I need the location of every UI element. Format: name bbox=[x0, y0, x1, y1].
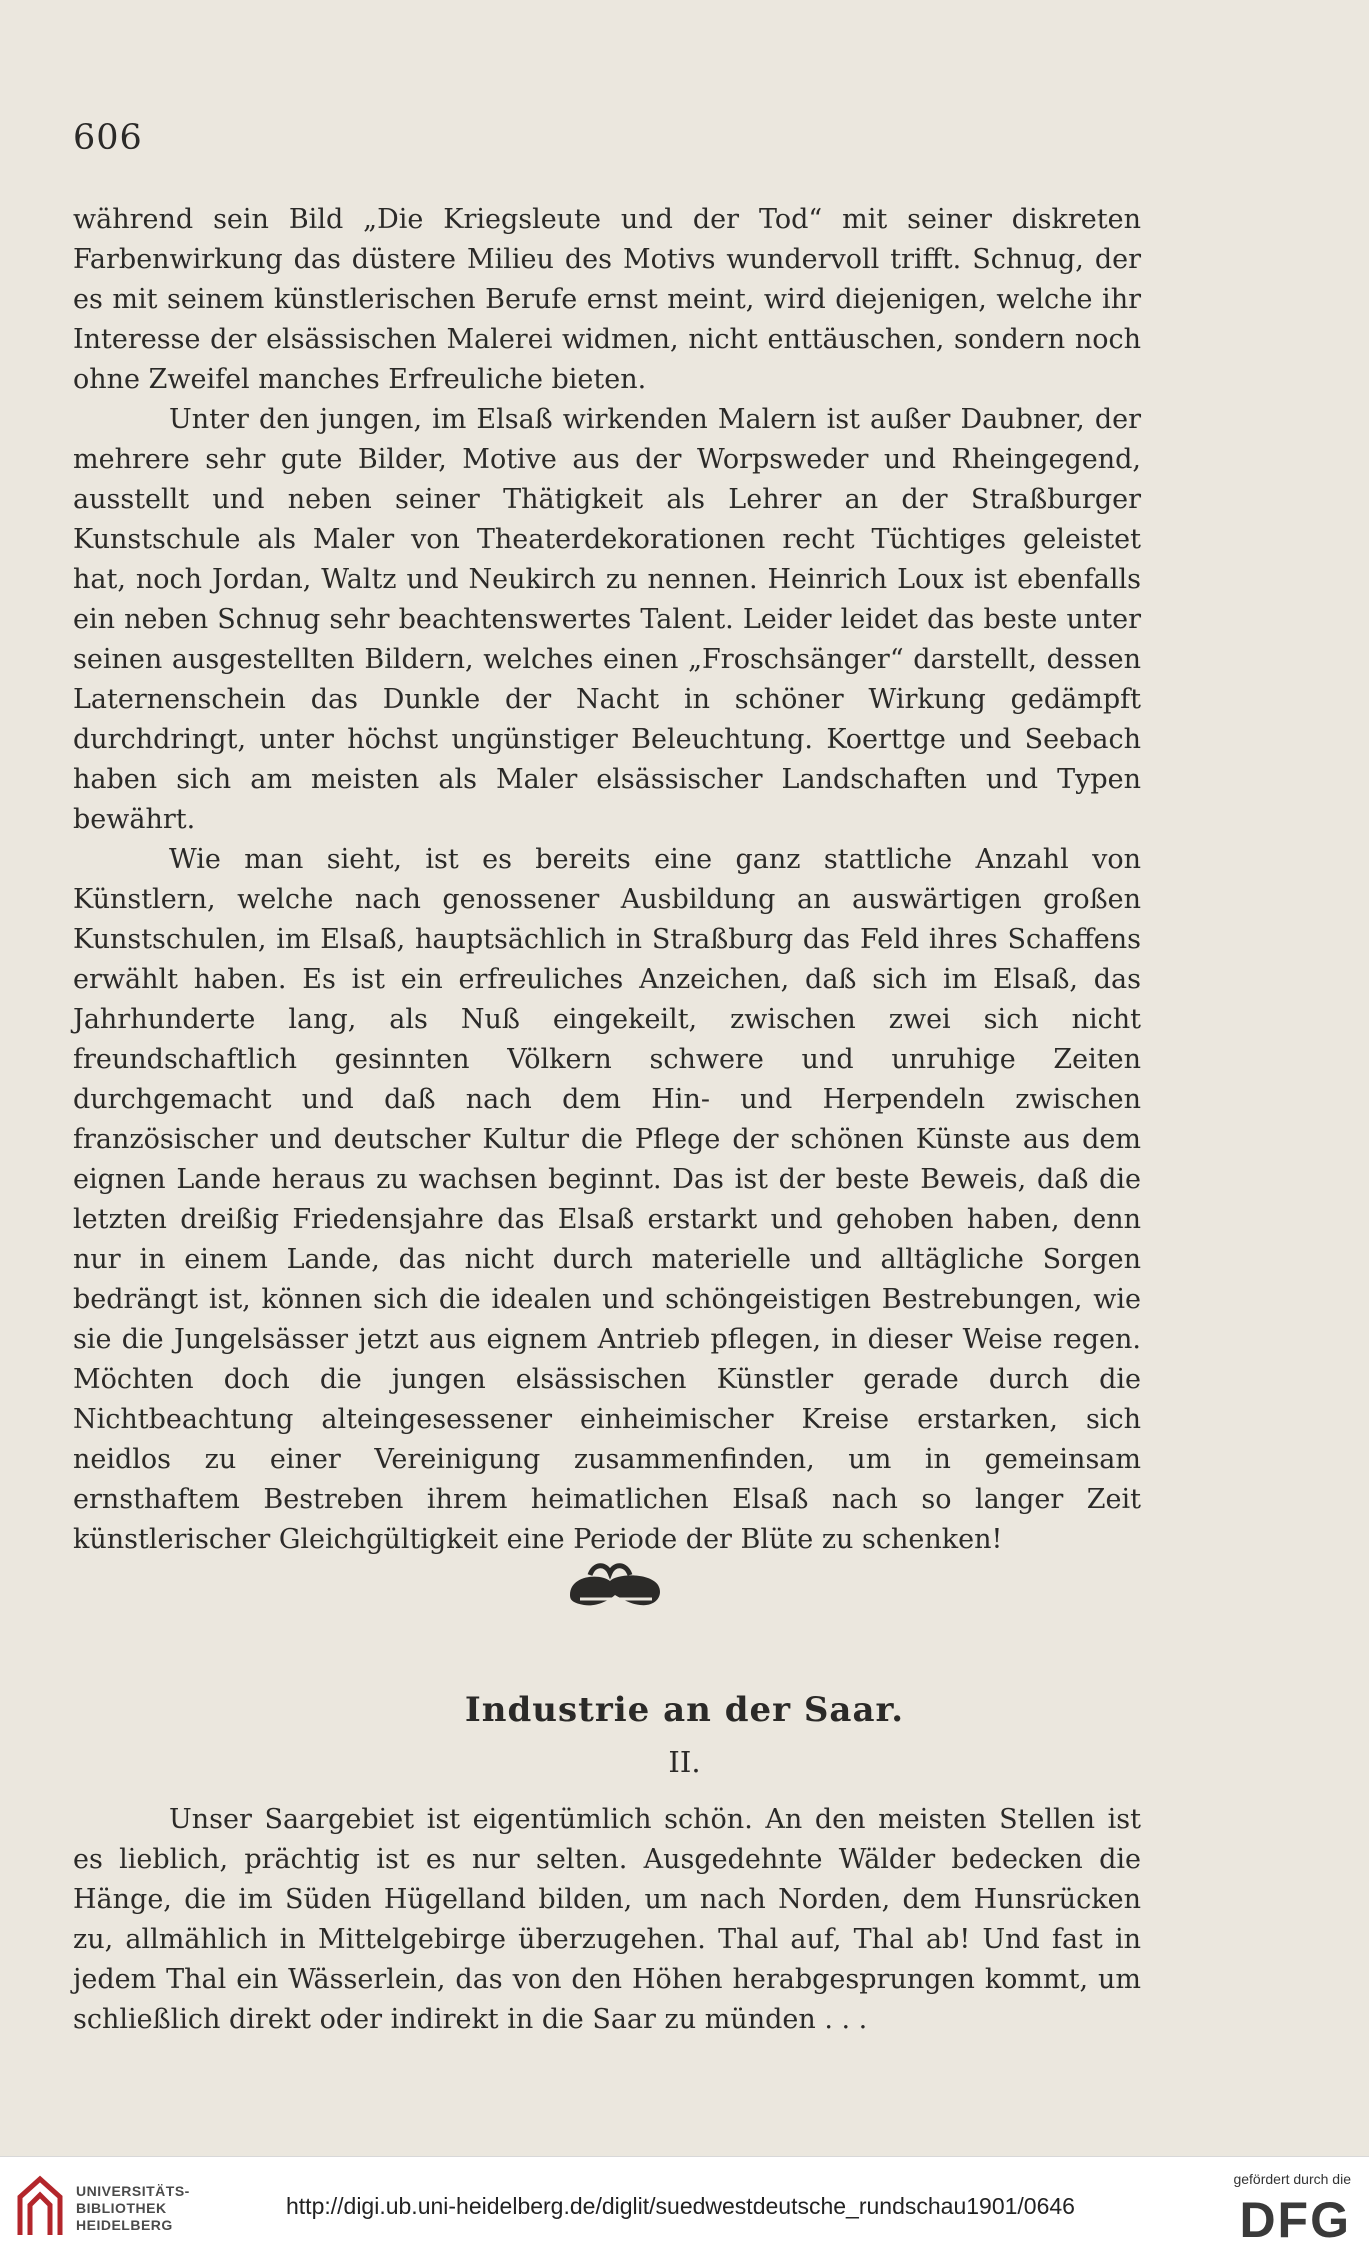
library-name: UNIVERSITÄTS- BIBLIOTHEK HEIDELBERG bbox=[76, 2183, 190, 2233]
funded-by-label: gefördert durch die bbox=[1233, 2171, 1351, 2187]
permalink-url[interactable]: http://digi.ub.uni-heidelberg.de/diglit/suedwestdeutsche_rundschau1901/0646 bbox=[286, 2193, 1075, 2219]
paragraph: während sein Bild „Die Kriegsleute und der Tod“ mit seiner diskreten Farbenwirkung das düstere Milieu des Motivs wundervoll trifft. Schnug, der es mit seinem künstlerischen Berufe ernst meint, wird diejenigen, welche ihr Interesse der elsässischen Malerei widmen, nicht enttäuschen, sondern noch ohne Zweifel manches Erfreuliche bieten. bbox=[73, 204, 1141, 395]
section-number: II. bbox=[668, 1745, 701, 1779]
article-continuation bbox=[73, 200, 1141, 1560]
paragraph: Wie man sieht, ist es bereits eine ganz stattliche Anzahl von Künstlern, welche nach genossener Ausbildung an auswärtigen großen Kunstschulen, im Elsaß, hauptsächlich in Straßburg das Feld ihres Schaffens erwählt haben. Es ist ein erfreuliches Anzeichen, daß sich im Elsaß, das Jahrhunderte lang, als Nuß eingekeilt, zwischen zwei sich nicht freundschaftlich gesinnten Völkern schwere und unruhige Zeiten durchgemacht und daß nach dem Hin- und Herpendeln zwischen französischer und deutscher Kultur die Pflege der schönen Künste aus dem eignen Lande heraus zu wachsen beginnt. Das ist der beste Beweis, daß die letzten dreißig Friedensjahre das Elsaß erstarkt und gehoben haben, denn nur in einem Lande, das nicht durch materielle und alltägliche Sorgen bedrängt ist, können sich die idealen und schöngeistigen Bestrebungen, wie sie die Jungelsässer jetzt aus eignem Antrieb pflegen, in dieser Weise regen. Möchten doch die jungen elsässischen Künstler gerade durch die Nichtbeachtung alteingesessener einheimischer Kreise erstarken, sich neidlos zu einer Vereinigung zusammenfinden, um in gemeinsam ernsthaftem Bestreben ihrem heimatlichen Elsaß nach so langer Zeit künstlerischer Gleichgültigkeit eine Periode der Blüte zu schenken! bbox=[73, 844, 1141, 1555]
paragraph: Unser Saargebiet ist eigentümlich schön. An den meisten Stellen ist es lieblich, prächtig ist es nur selten. Ausgedehnte Wälder bedecken die Hänge, die im Süden Hügelland bilden, um nach Norden, dem Hunsrücken zu, allmählich in Mittelgebirge überzugehen. Thal auf, Thal ab! Und fast in jedem Thal ein Wässerlein, das von den Höhen herabgesprungen kommt, um schließlich direkt oder indirekt in die Saar zu münden . . . bbox=[73, 1804, 1141, 2035]
section-ornament-icon bbox=[560, 1555, 670, 1615]
dfg-logo: DFG bbox=[1239, 2192, 1351, 2248]
university-library-logo-icon bbox=[14, 2175, 66, 2239]
paragraph: Unter den jungen, im Elsaß wirkenden Malern ist außer Daubner, der mehrere sehr gute Bilder, Motive aus der Worpsweder und Rheingegend, ausstellt und neben seiner Thätigkeit als Lehrer an der Straßburger Kunstschule als Maler von Theaterdekorationen recht Tüchtiges geleistet hat, noch Jordan, Waltz und Neukirch zu nennen. Heinrich Loux ist ebenfalls ein neben Schnug sehr beachtenswertes Talent. Leider leidet das beste unter seinen ausgestellten Bildern, welches einen „Froschsänger“ darstellt, dessen Laternenschein das Dunkle der Nacht in schöner Wirkung gedämpft durchdringt, unter höchst ungünstiger Beleuchtung. Koerttge und Seebach haben sich am meisten als Maler elsässischer Landschaften und Typen bewährt. bbox=[73, 404, 1141, 835]
section-title: Industrie an der Saar. bbox=[464, 1690, 905, 1730]
footer-bar bbox=[0, 2156, 1369, 2257]
page-number: 606 bbox=[73, 118, 143, 158]
article-body bbox=[73, 1800, 1141, 2040]
